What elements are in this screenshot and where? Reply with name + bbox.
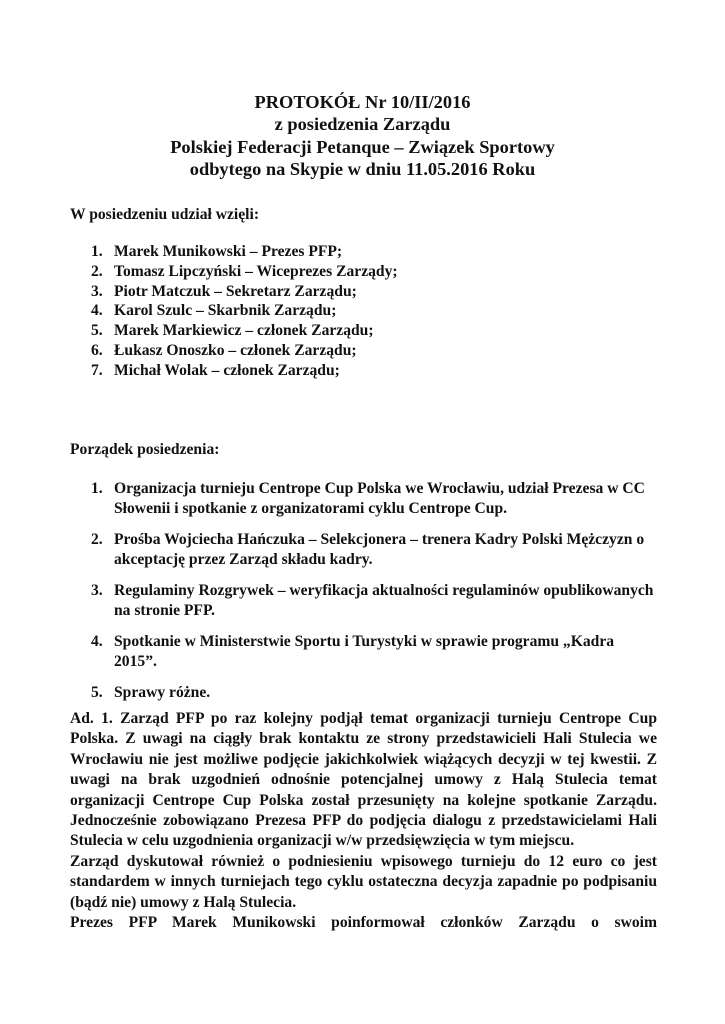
list-item (91, 321, 398, 341)
item-text: Marek Markiewicz – członek Zarządu; (114, 322, 374, 340)
item-text: Prośba Wojciecha Hańczuka – Selekcjonera – trenera Kadry Polski Mężczyzn o akceptację przez Zarząd składu kadry. (114, 531, 645, 569)
item-text: Regulaminy Rozgrywek – weryfikacja aktualności regulaminów opublikowanych na stronie PFP. (114, 582, 654, 620)
item-number: 7. (91, 361, 103, 379)
list-item (91, 242, 398, 262)
agenda-heading: Porządek posiedzenia: (70, 441, 220, 458)
members-list (91, 242, 398, 381)
item-number: 3. (91, 282, 103, 300)
item-text: Piotr Matczuk – Sekretarz Zarządu; (114, 282, 357, 300)
minutes-body (70, 709, 657, 933)
item-number: 2. (91, 262, 103, 280)
item-text: Łukasz Onoszko – członek Zarządu; (114, 341, 357, 359)
paragraph: Prezes PFP Marek Munikowski poinformował członków Zarządu o swoim (70, 914, 657, 932)
item-text: Karol Szulc – Skarbnik Zarządu; (114, 302, 337, 320)
item-text: Sprawy różne. (114, 684, 211, 701)
item-text: Michał Wolak – członek Zarządu; (114, 361, 340, 379)
item-text: Spotkanie w Ministerstwie Sportu i Turystyki w sprawie programu „Kadra 2015”. (114, 633, 615, 671)
item-number: 6. (91, 341, 103, 359)
list-item (91, 361, 398, 381)
item-text: Tomasz Lipczyński – Wiceprezes Zarządy; (114, 262, 398, 280)
list-item (91, 301, 398, 321)
paragraph: Ad. 1. Zarząd PFP po raz kolejny podjął temat organizacji turnieju Centrope Cup Polska. Z uwagi na ciągły brak kontaktu ze strony przedstawicieli Hali Stulecia we Wrocławiu nie jest możliwe podjęcie jakichkolwiek wiążących decyzji w tej kwestii. Z uwagi na brak uzgodnień odnośnie potencjalnej umowy z Halą Stulecia temat organizacji Centrope Cup Polska został przesunięty na kolejne spotkanie Zarządu. Jednocześnie zobowiązano Prezesa PFP do podjęcia dialogu z przedstawicielami Hali Stulecia w celu uzgodnienia organizacji w/w przedsięwzięcia w tym miejscu. (70, 710, 657, 850)
list-item (91, 282, 398, 302)
list-item (91, 581, 671, 622)
item-number: 2. (91, 531, 103, 548)
list-item (91, 341, 398, 361)
attendance-heading: W posiedzeniu udział wzięli: (70, 206, 260, 223)
item-number: 1. (91, 480, 103, 497)
list-item (91, 683, 671, 703)
list-item (91, 262, 398, 282)
item-number: 4. (91, 302, 103, 320)
list-item (91, 632, 671, 673)
title-line: Polskiej Federacji Petanque – Związek Sportowy (170, 136, 555, 157)
item-number: 4. (91, 633, 103, 650)
item-number: 5. (91, 322, 103, 340)
paragraph: Zarząd dyskutował również o podniesieniu wpisowego turnieju do 12 euro co jest standardem w innych turniejach tego cyklu ostateczna decyzja zapadnie po podpisaniu (bądź nie) umowy z Halą Stulecia. (70, 852, 657, 911)
item-text: Marek Munikowski – Prezes PFP; (114, 243, 343, 260)
list-item (91, 530, 671, 571)
title-line: z posiedzenia Zarządu (274, 114, 451, 135)
list-item (91, 479, 671, 520)
item-number: 3. (91, 582, 103, 599)
item-number: 1. (91, 243, 103, 260)
item-text: Organizacja turnieju Centrope Cup Polska we Wrocławiu, udział Prezesa w CC Słowenii i spotkanie z organizatorami cyklu Centrope Cup. (114, 480, 645, 518)
title-line: odbytego na Skypie w dniu 11.05.2016 Roku (189, 158, 536, 179)
title-line: PROTOKÓŁ Nr 10/II/2016 (254, 92, 471, 112)
document-title (0, 91, 725, 180)
item-number: 5. (91, 684, 103, 701)
agenda-list (91, 479, 671, 714)
